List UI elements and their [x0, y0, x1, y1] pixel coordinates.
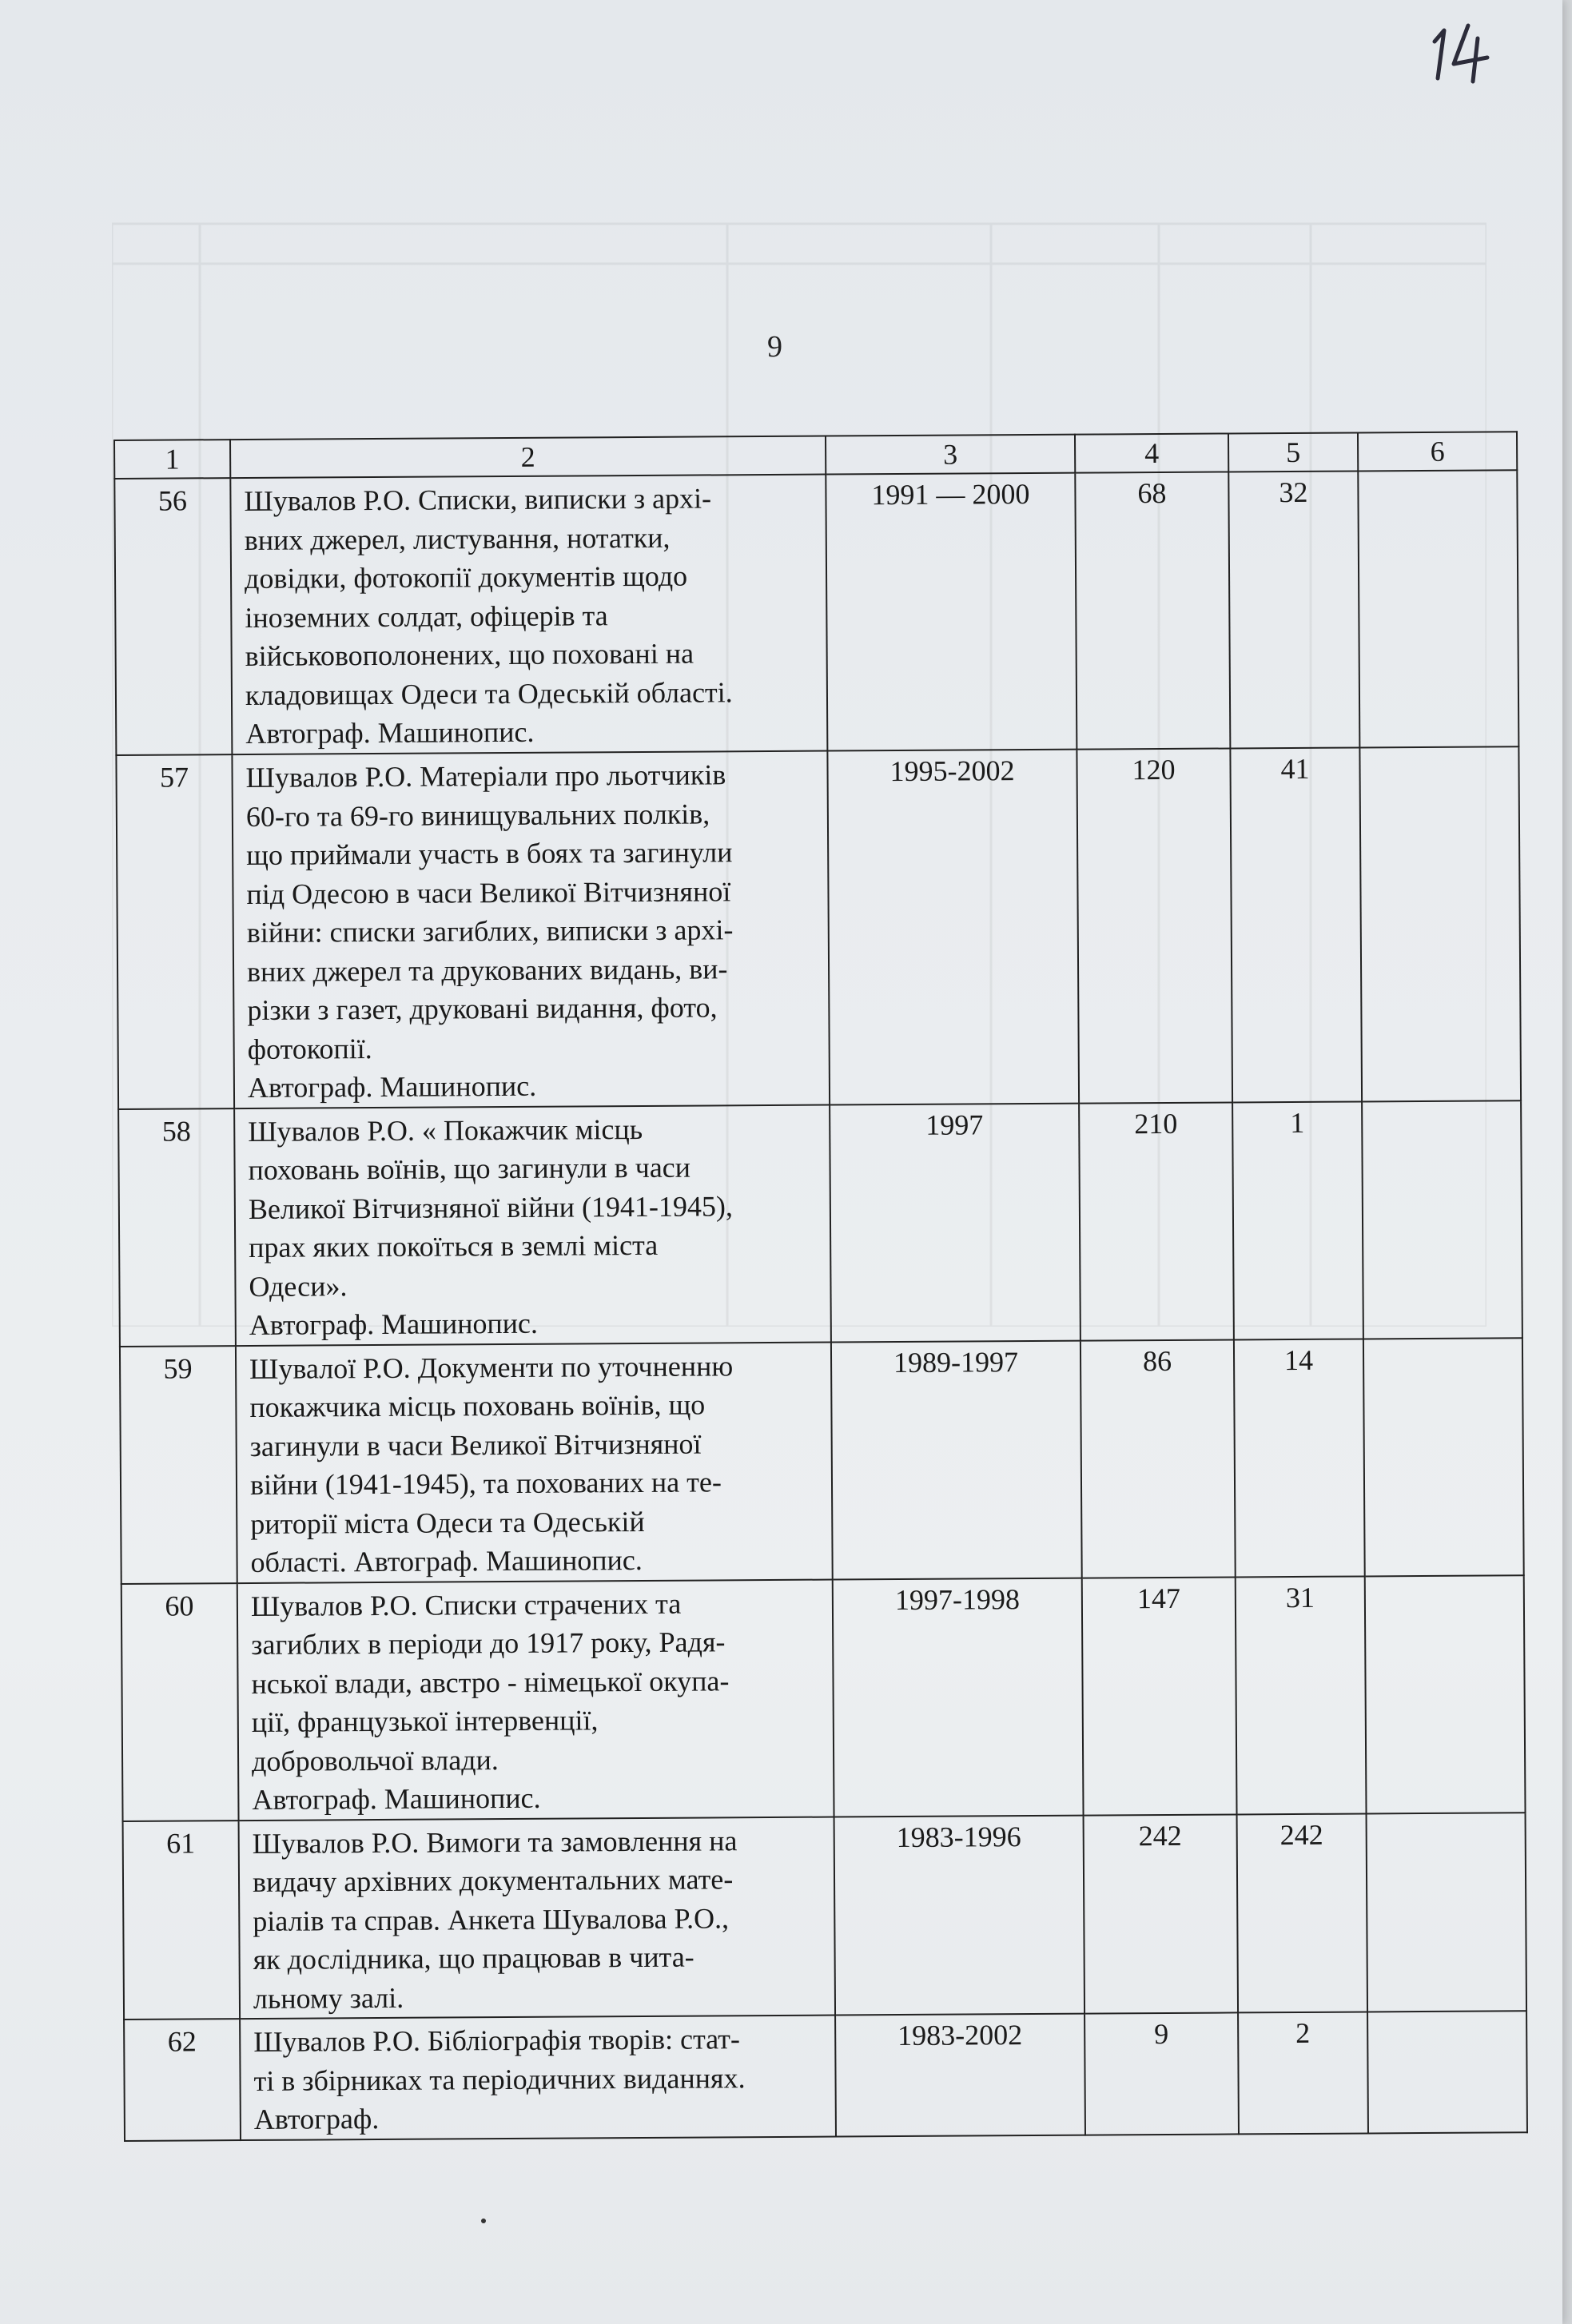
- description-line: як дослідника, що працював в чита-: [253, 1940, 694, 1976]
- notes-cell: [1359, 746, 1521, 1101]
- description-line: 60-го та 69-го винищувальних полків,: [245, 797, 710, 833]
- description-line: Шувалов Р.О. Списки страчених та: [250, 1587, 682, 1622]
- table-row: [121, 1575, 1526, 1821]
- sheet-count-cell: 86: [1081, 1339, 1236, 1578]
- sheet-count-cell: 147: [1082, 1577, 1237, 1815]
- description-line: риторії міста Одеси та Одеській: [250, 1505, 645, 1540]
- table-row: [120, 1338, 1524, 1584]
- notes-cell: [1365, 1575, 1526, 1813]
- handwritten-page-number: [1427, 16, 1498, 88]
- header-cell: 1: [114, 440, 230, 479]
- record-dates-cell: 1997-1998: [833, 1578, 1084, 1817]
- description-line: що приймали участь в боях та загинули: [246, 836, 733, 871]
- description-line: поховань воїнів, що загинули в часи: [248, 1151, 691, 1186]
- row-number-cell: 58: [118, 1108, 236, 1347]
- description-line: під Одесою в часи Великої Вітчизняної: [246, 874, 731, 910]
- stray-ink-dot: [481, 2219, 486, 2223]
- notes-cell: [1367, 2011, 1527, 2133]
- row-number-cell: 62: [124, 2019, 241, 2140]
- description-line: Великої Вітчизняної війни (1941-1945),: [248, 1189, 734, 1225]
- record-description-cell: [239, 1817, 836, 2019]
- record-dates-cell: 1997: [830, 1103, 1081, 1342]
- description-line: війни (1941-1945), та похованих на те-: [249, 1466, 722, 1501]
- description-line: льному залі.: [253, 1981, 404, 2015]
- item-count-cell: 31: [1236, 1576, 1367, 1814]
- description-line: Шувалов Р.О. « Покажчик місць: [248, 1112, 643, 1148]
- record-description-cell: [230, 475, 827, 755]
- description-line: Автограф. Машинопис.: [249, 1307, 539, 1341]
- description-line: Шувалої Р.О. Документи по уточненню: [249, 1349, 734, 1385]
- item-count-cell: 2: [1238, 2012, 1368, 2133]
- description-line: ті в збірниках та періодичних виданнях.: [253, 2061, 746, 2097]
- description-line: прах яких покоїться в землі міста: [249, 1228, 659, 1263]
- description-line: видачу архівних документальних мате-: [252, 1863, 734, 1898]
- header-cell: 6: [1358, 432, 1517, 471]
- sheet-count-cell: 68: [1075, 472, 1230, 749]
- row-number-cell: 57: [116, 754, 234, 1108]
- notes-cell: [1367, 1813, 1527, 2012]
- description-line: добровольчої влади.: [251, 1743, 499, 1777]
- description-line: вних джерел та друкованих видань, ви-: [246, 952, 728, 988]
- description-line: ріалів та справ. Анкета Шувалова Р.О.,: [253, 1901, 730, 1937]
- archive-register-table: [113, 431, 1528, 2141]
- sheet-count-cell: 9: [1084, 2012, 1239, 2135]
- table-row: [123, 1813, 1526, 2020]
- item-count-cell: 32: [1228, 471, 1359, 748]
- description-line: кладовищах Одеси та Одеській області.: [245, 675, 733, 711]
- item-count-cell: 14: [1234, 1339, 1365, 1577]
- description-line: Автограф. Машинопис.: [245, 715, 535, 750]
- description-line: довідки, фотокопії документів щодо: [244, 559, 688, 595]
- record-dates-cell: 1983-1996: [834, 1815, 1085, 2015]
- record-description-cell: [232, 751, 830, 1108]
- header-cell: 4: [1075, 433, 1228, 472]
- description-line: Автограф. Машинопис.: [252, 1781, 541, 1816]
- table-row: [116, 746, 1521, 1108]
- description-line: Автограф. Машинопис.: [247, 1069, 537, 1104]
- description-line: фотокопії.: [247, 1032, 372, 1065]
- description-line: Шувалов Р.О. Бібліографія творів: стат-: [253, 2023, 741, 2058]
- description-line: Шувалов Р.О. Вимоги та замовлення на: [252, 1824, 738, 1860]
- description-line: загиблих в періоди до 1917 року, Радя-: [251, 1626, 726, 1661]
- table-row: [118, 1100, 1522, 1347]
- table-row: [124, 2011, 1527, 2140]
- record-dates-cell: 1983-2002: [835, 2014, 1085, 2136]
- header-cell: 3: [826, 435, 1075, 475]
- description-line: військовополонених, що поховані на: [245, 637, 694, 672]
- sheet-count-cell: 210: [1079, 1102, 1234, 1340]
- description-line: вних джерел, листування, нотатки,: [244, 521, 671, 556]
- record-description-cell: [237, 1579, 834, 1821]
- item-count-cell: 242: [1237, 1813, 1368, 2012]
- description-line: ції, французької інтервенції,: [251, 1704, 599, 1738]
- notes-cell: [1358, 470, 1518, 747]
- description-line: Автограф.: [253, 2103, 380, 2135]
- description-line: війни: списки загиблих, виписки з архі-: [246, 913, 734, 949]
- description-line: різки з газет, друковані видання, фото,: [247, 991, 718, 1026]
- row-number-cell: 61: [123, 1821, 241, 2020]
- header-cell: 2: [230, 436, 826, 479]
- description-line: покажчика місць поховань воїнів, що: [249, 1388, 706, 1423]
- record-dates-cell: 1989-1997: [831, 1340, 1082, 1579]
- row-number-cell: 56: [114, 478, 232, 755]
- description-line: Шувалов Р.О. Списки, виписки з архі-: [244, 482, 712, 518]
- record-dates-cell: 1991 — 2000: [826, 473, 1077, 751]
- sheet-count-cell: 120: [1077, 748, 1232, 1103]
- table-row: [114, 470, 1518, 755]
- description-line: нської влади, австро - німецької окупа-: [251, 1664, 730, 1700]
- row-number-cell: 59: [120, 1346, 237, 1584]
- printed-page-number: 9: [767, 330, 782, 364]
- sheet-count-cell: 242: [1084, 1814, 1239, 2014]
- description-line: іноземних солдат, офіцерів та: [245, 599, 608, 634]
- item-count-cell: 1: [1232, 1101, 1363, 1339]
- notes-cell: [1363, 1338, 1524, 1576]
- description-line: Одеси».: [249, 1269, 348, 1303]
- description-line: Шувалов Р.О. Матеріали про льотчиків: [245, 758, 726, 794]
- notes-cell: [1362, 1100, 1522, 1339]
- description-line: області. Автограф. Машинопис.: [250, 1543, 643, 1578]
- record-description-cell: [240, 2016, 836, 2140]
- record-dates-cell: 1995-2002: [827, 750, 1079, 1104]
- header-cell: 5: [1228, 432, 1358, 472]
- description-line: загинули в часи Великої Вітчизняної: [249, 1427, 702, 1462]
- item-count-cell: 41: [1230, 747, 1362, 1101]
- record-description-cell: [234, 1104, 831, 1346]
- row-number-cell: 60: [121, 1583, 239, 1821]
- record-description-cell: [236, 1342, 833, 1583]
